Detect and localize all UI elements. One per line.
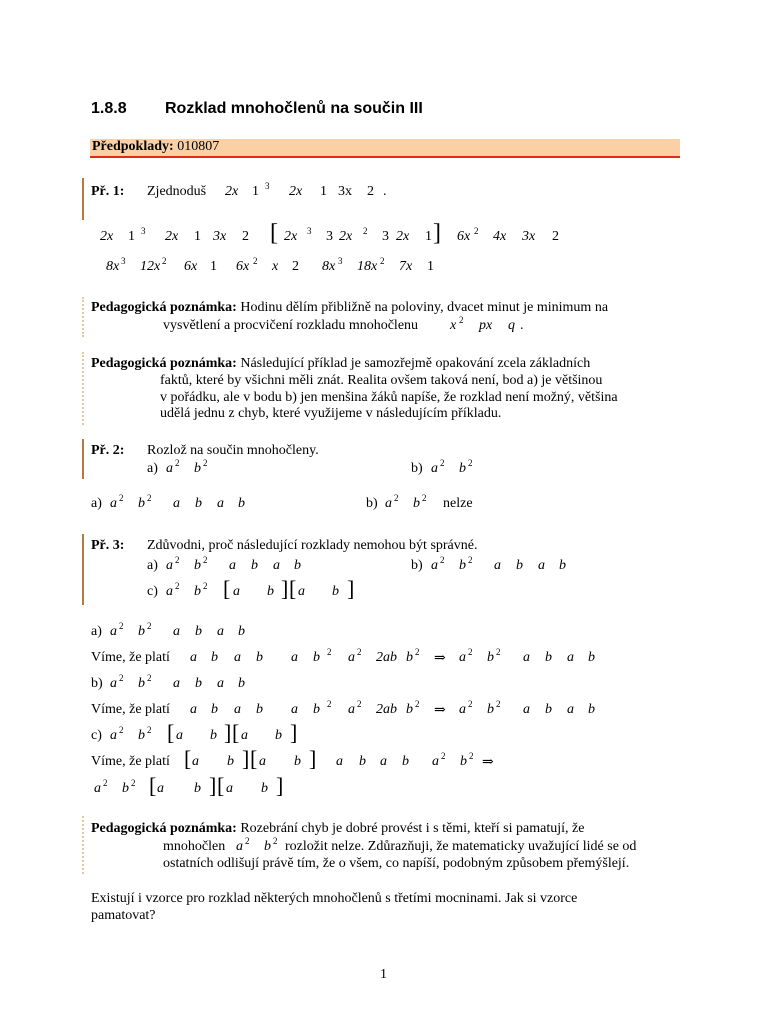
math-token: b <box>275 728 282 743</box>
math-exponent: 3 <box>338 256 343 266</box>
note-label: Pedagogická poznámka: <box>91 356 237 371</box>
math-token: b <box>122 781 129 796</box>
math-token: a <box>190 650 197 665</box>
example-1-label: Př. 1: <box>91 184 125 199</box>
math-exponent: 2 <box>363 226 368 236</box>
right-bracket: ] <box>433 220 441 246</box>
math-token: a <box>291 702 298 717</box>
math-token: a <box>110 624 117 639</box>
math-token: b <box>294 754 301 769</box>
math-token: b <box>227 754 234 769</box>
math-token: b <box>559 558 566 573</box>
left-bracket: [ <box>289 576 297 601</box>
math-token: a <box>226 781 233 796</box>
proof-text: Víme, že platí <box>91 702 170 717</box>
math-token: 8x <box>106 259 120 274</box>
note-3-line-3: ostatních odlišují právě tím, že o všem, co napíší, podobným způsobem přemýšlejí. <box>163 856 630 871</box>
math-token: b <box>251 558 258 573</box>
math-token: b <box>138 728 145 743</box>
math-token: x <box>450 318 457 333</box>
right-bracket: ] <box>309 746 317 771</box>
math-token: b <box>460 754 467 769</box>
math-token: 2x <box>165 229 179 244</box>
math-exponent: 2 <box>415 647 420 657</box>
math-token: 1 <box>425 229 432 244</box>
math-exponent: 2 <box>440 458 445 468</box>
example-2-bar <box>82 439 84 479</box>
proof-text: Víme, že platí <box>91 754 170 769</box>
math-token: 3x <box>338 184 352 199</box>
math-token: b <box>413 496 420 511</box>
math-token: 2x <box>339 229 353 244</box>
left-bracket: [ <box>232 720 240 745</box>
math-exponent: 2 <box>253 256 258 266</box>
math-token: x <box>272 259 279 274</box>
math-exponent: 2 <box>245 836 250 846</box>
math-exponent: 2 <box>119 725 124 735</box>
closing-line-2: pamatovat? <box>91 908 156 923</box>
math-exponent: 2 <box>103 778 108 788</box>
math-token: b <box>359 754 366 769</box>
math-token: a <box>298 584 305 599</box>
math-token: a <box>431 558 438 573</box>
right-bracket: ] <box>276 773 284 798</box>
math-token: a <box>348 702 355 717</box>
math-token: b <box>487 702 494 717</box>
right-bracket: ] <box>242 746 250 771</box>
math-token: b <box>138 496 145 511</box>
math-token: b <box>256 650 263 665</box>
math-token: 2x <box>396 229 410 244</box>
math-token: b <box>238 496 245 511</box>
math-token: 3x <box>522 229 536 244</box>
math-token: b <box>588 650 595 665</box>
math-token: . <box>520 318 524 333</box>
math-token: a <box>94 781 101 796</box>
math-exponent: 2 <box>357 699 362 709</box>
math-token: b <box>487 650 494 665</box>
math-token: 8x <box>322 259 336 274</box>
math-token: a <box>380 754 387 769</box>
math-token: 3 <box>326 229 333 244</box>
right-bracket: ] <box>347 576 355 601</box>
math-token: a <box>431 461 438 476</box>
left-bracket: [ <box>223 576 231 601</box>
note-label: Pedagogická poznámka: <box>91 300 237 315</box>
item-label: b) <box>411 558 423 573</box>
math-token: a <box>176 728 183 743</box>
item-label: a) <box>147 461 158 476</box>
math-token: a <box>567 650 574 665</box>
math-exponent: 2 <box>175 458 180 468</box>
math-token: a <box>190 702 197 717</box>
math-token: 2x <box>100 229 114 244</box>
math-exponent: 3 <box>141 226 146 236</box>
math-token: 2 <box>292 259 299 274</box>
math-exponent: 3 <box>265 181 270 191</box>
math-token: a <box>385 496 392 511</box>
math-exponent: 2 <box>147 725 152 735</box>
math-exponent: 3 <box>121 256 126 266</box>
note-text: Rozebrání chyb je dobré provést i s těmi, kteří si pamatují, že <box>240 821 585 836</box>
math-exponent: 2 <box>468 699 473 709</box>
math-token: a <box>567 702 574 717</box>
left-bracket: [ <box>217 773 225 798</box>
math-token: 6x <box>184 259 198 274</box>
note-2-line: faktů, které by všichni měli znát. Realita ovšem taková není, bod a) je většinou <box>160 373 603 388</box>
note-2-line: udělá jednu z chyb, které využijeme v následujícím příkladu. <box>160 406 502 421</box>
math-token: 1 <box>194 229 201 244</box>
example-3-bar <box>82 534 84 605</box>
proof-text: Víme, že platí <box>91 650 170 665</box>
math-token: a <box>166 558 173 573</box>
example-1-prompt: Zjednoduš <box>147 184 207 199</box>
implies-arrow: ⇒ <box>434 651 446 666</box>
math-token: a <box>166 584 173 599</box>
implies-arrow: ⇒ <box>482 755 494 770</box>
math-token: a <box>494 558 501 573</box>
example-2-label: Př. 2: <box>91 443 125 458</box>
note-label: Pedagogická poznámka: <box>91 821 237 836</box>
math-token: b <box>195 496 202 511</box>
math-token: b <box>211 702 218 717</box>
math-token: nelze <box>443 496 473 511</box>
item-label: b) <box>366 496 378 511</box>
math-token: b <box>138 676 145 691</box>
math-exponent: 2 <box>147 673 152 683</box>
math-exponent: 2 <box>380 256 385 266</box>
math-token: b <box>194 461 201 476</box>
math-exponent: 2 <box>440 555 445 565</box>
note-2 <box>91 356 590 372</box>
math-token: b <box>588 702 595 717</box>
math-exponent: 2 <box>203 555 208 565</box>
note-1-line-2: vysvětlení a procvičení rozkladu mnohočlenu <box>163 318 419 333</box>
math-token: 2x <box>284 229 298 244</box>
math-exponent: 2 <box>422 493 427 503</box>
note-text: Hodinu dělím přibližně na poloviny, dvacet minut je minimum na <box>240 300 609 315</box>
item-label: a) <box>91 624 102 639</box>
math-token: 6x <box>457 229 471 244</box>
right-bracket: ] <box>224 720 232 745</box>
math-token: b <box>406 702 413 717</box>
math-token: 3x <box>213 229 227 244</box>
math-token: 2ab <box>376 702 397 717</box>
math-exponent: 2 <box>119 493 124 503</box>
math-token: px <box>479 318 493 333</box>
math-token: 3 <box>382 229 389 244</box>
math-token: b <box>267 584 274 599</box>
math-token: 2x <box>225 184 239 199</box>
math-token: 1 <box>252 184 259 199</box>
math-token: a <box>217 624 224 639</box>
math-token: b <box>238 624 245 639</box>
prerequisites-label: Předpoklady: <box>92 139 174 154</box>
right-bracket: ] <box>290 720 298 745</box>
math-exponent: 2 <box>175 555 180 565</box>
math-exponent: 2 <box>474 226 479 236</box>
math-token: a <box>110 676 117 691</box>
math-token: b <box>545 702 552 717</box>
math-exponent: 2 <box>469 751 474 761</box>
item-label: c) <box>147 584 158 599</box>
math-token: 12x <box>140 259 161 274</box>
math-token: a <box>523 702 530 717</box>
math-token: b <box>406 650 413 665</box>
math-token: b <box>313 650 320 665</box>
math-token: b <box>313 702 320 717</box>
math-token: b <box>195 676 202 691</box>
math-token: a <box>173 624 180 639</box>
math-token: b <box>211 650 218 665</box>
math-token: 2 <box>242 229 249 244</box>
left-bracket: [ <box>167 720 175 745</box>
math-token: b <box>256 702 263 717</box>
example-1-bar <box>82 178 84 220</box>
math-exponent: 2 <box>496 647 501 657</box>
math-token: b <box>545 650 552 665</box>
math-token: 2x <box>289 184 303 199</box>
math-token: a <box>233 584 240 599</box>
math-exponent: 2 <box>175 581 180 591</box>
math-token: a <box>236 839 243 854</box>
math-token: 1 <box>210 259 217 274</box>
math-token: 1 <box>320 184 327 199</box>
math-token: a <box>336 754 343 769</box>
math-token: b <box>194 558 201 573</box>
math-exponent: 2 <box>327 699 332 709</box>
math-token: b <box>402 754 409 769</box>
left-bracket: [ <box>149 773 157 798</box>
math-token: a <box>348 650 355 665</box>
math-token: a <box>234 650 241 665</box>
math-token: b <box>210 728 217 743</box>
math-token: 4x <box>493 229 507 244</box>
math-exponent: 2 <box>327 647 332 657</box>
math-token: a <box>259 754 266 769</box>
note-text: Následující příklad je samozřejmě opakování zcela základních <box>240 356 591 371</box>
math-token: a <box>523 650 530 665</box>
math-token: b <box>294 558 301 573</box>
math-token: a <box>157 781 164 796</box>
math-token: b <box>459 461 466 476</box>
note-3-line-2-post: rozložit nelze. Zdůrazňuji, že matematicky uvažující lidé se od <box>285 839 637 854</box>
math-exponent: 2 <box>441 751 446 761</box>
example-3-prompt: Zdůvodni, proč následující rozklady nemohou být správné. <box>147 538 478 553</box>
math-exponent: 2 <box>203 458 208 468</box>
math-exponent: 2 <box>459 315 464 325</box>
closing-line-1: Existují i vzorce pro rozklad některých mnohočlenů s třetími mocninami. Jak si vzorce <box>91 891 578 906</box>
math-token: a <box>229 558 236 573</box>
implies-arrow: ⇒ <box>434 703 446 718</box>
math-token: a <box>234 702 241 717</box>
math-token: a <box>173 496 180 511</box>
math-token: a <box>538 558 545 573</box>
math-token: a <box>459 650 466 665</box>
right-bracket: ] <box>209 773 217 798</box>
math-token: 1 <box>427 259 434 274</box>
left-bracket: [ <box>250 746 258 771</box>
note-3 <box>91 821 584 837</box>
math-token: b <box>264 839 271 854</box>
math-token: 6x <box>236 259 250 274</box>
math-token: b <box>459 558 466 573</box>
math-exponent: 2 <box>496 699 501 709</box>
math-token: 18x <box>357 259 378 274</box>
prerequisites <box>92 139 219 155</box>
example-2-prompt: Rozlož na součin mnohočleny. <box>147 443 319 458</box>
item-label: a) <box>147 558 158 573</box>
note-1-bar <box>82 297 84 337</box>
math-token: b <box>261 781 268 796</box>
math-token: 1 <box>128 229 135 244</box>
math-token: a <box>241 728 248 743</box>
note-2-line: v pořádku, ale v bodu b) jen menšina žáků napíše, že rozklad není možný, většina <box>160 390 618 405</box>
math-exponent: 2 <box>131 778 136 788</box>
math-token: b <box>194 584 201 599</box>
math-exponent: 3 <box>307 226 312 236</box>
math-token: 2 <box>552 229 559 244</box>
item-label: c) <box>91 728 102 743</box>
note-2-bar <box>82 352 84 425</box>
math-token: a <box>217 496 224 511</box>
item-label: b) <box>411 461 423 476</box>
note-3-bar <box>82 816 84 874</box>
math-token: b <box>516 558 523 573</box>
math-exponent: 2 <box>468 458 473 468</box>
math-exponent: 2 <box>162 256 167 266</box>
math-token: a <box>110 728 117 743</box>
math-exponent: 2 <box>273 836 278 846</box>
math-token: a <box>166 461 173 476</box>
math-exponent: 2 <box>394 493 399 503</box>
math-token: b <box>138 624 145 639</box>
math-exponent: 2 <box>147 621 152 631</box>
page-number: 1 <box>380 967 387 982</box>
math-exponent: 2 <box>468 647 473 657</box>
prerequisites-value: 010807 <box>177 139 220 154</box>
math-token: a <box>291 650 298 665</box>
math-token: 2ab <box>376 650 397 665</box>
math-token: a <box>217 676 224 691</box>
math-token: . <box>383 184 387 199</box>
math-token: 2 <box>367 184 374 199</box>
math-exponent: 2 <box>357 647 362 657</box>
item-label: b) <box>91 676 103 691</box>
math-token: a <box>192 754 199 769</box>
note-3-line-2-pre: mnohočlen <box>163 839 226 854</box>
math-token: q <box>508 318 515 333</box>
right-bracket: ] <box>281 576 289 601</box>
math-token: a <box>432 754 439 769</box>
math-exponent: 2 <box>203 581 208 591</box>
math-token: b <box>195 624 202 639</box>
item-label: a) <box>91 496 102 511</box>
math-exponent: 2 <box>119 621 124 631</box>
example-3-label: Př. 3: <box>91 538 125 553</box>
math-exponent: 2 <box>147 493 152 503</box>
math-exponent: 2 <box>468 555 473 565</box>
left-bracket: [ <box>184 746 192 771</box>
math-token: 7x <box>399 259 413 274</box>
page-title: Rozklad mnohočlenů na součin III <box>165 100 423 117</box>
math-token: a <box>459 702 466 717</box>
math-token: b <box>194 781 201 796</box>
math-token: a <box>273 558 280 573</box>
section-number: 1.8.8 <box>91 100 127 117</box>
left-bracket: [ <box>270 220 278 246</box>
math-token: b <box>332 584 339 599</box>
note-1 <box>91 300 608 316</box>
math-exponent: 2 <box>415 699 420 709</box>
math-exponent: 2 <box>119 673 124 683</box>
math-token: a <box>173 676 180 691</box>
math-token: a <box>110 496 117 511</box>
math-token: b <box>238 676 245 691</box>
